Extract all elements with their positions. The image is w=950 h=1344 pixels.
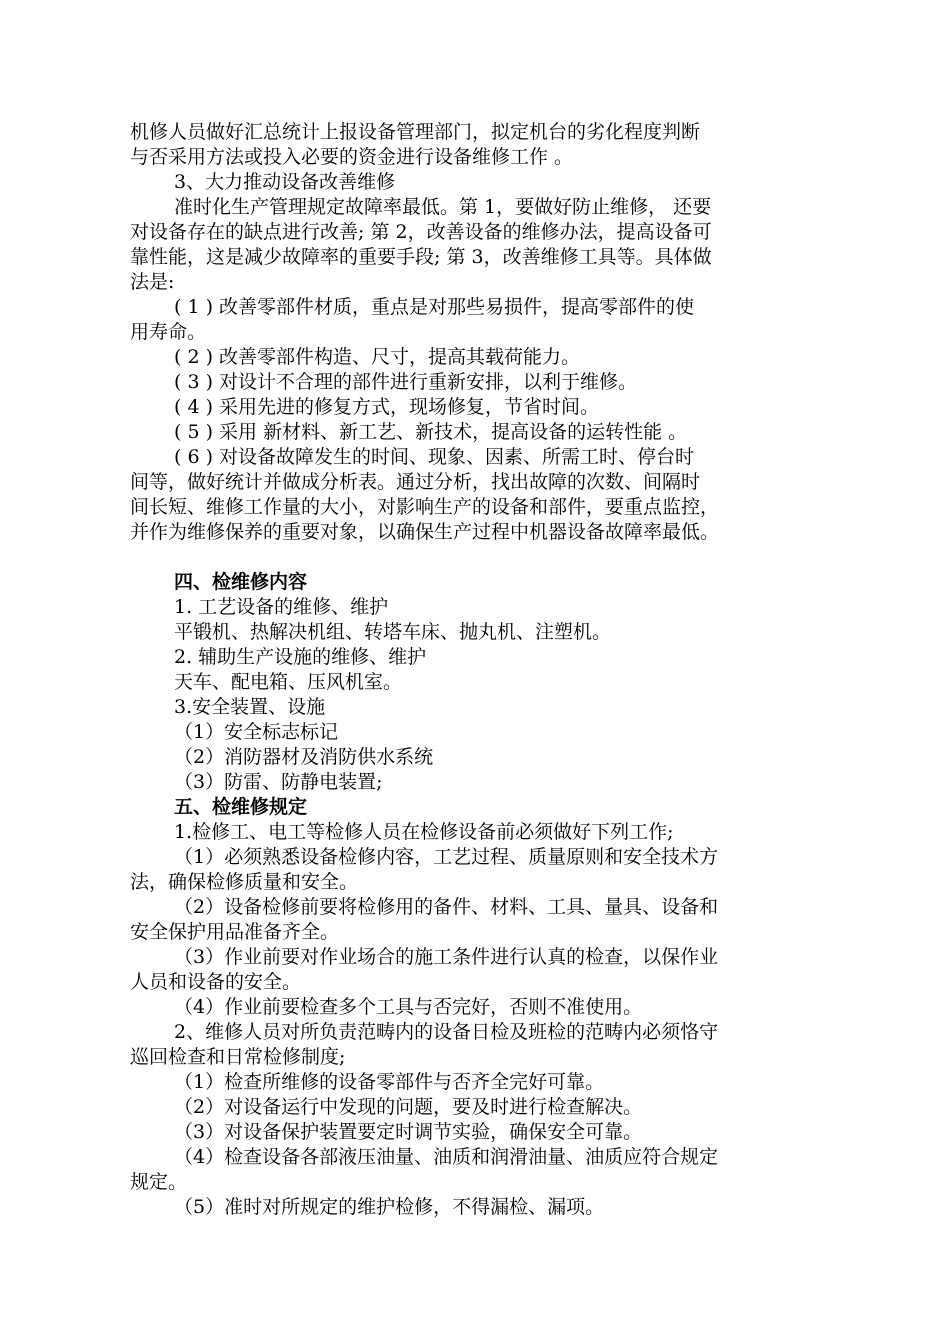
text-line: 法是:: [130, 271, 175, 293]
text-line: 法，确保检修质量和安全。: [130, 871, 359, 893]
text-line: 对设备存在的缺点进行改善; 第 2，改善设备的维修办法，提高设备可: [130, 221, 712, 243]
list-item: （1）必须熟悉设备检修内容，工艺过程、质量原则和安全技术方: [174, 846, 719, 868]
list-item: （2）消防器材及消防供水系统: [174, 746, 434, 768]
text-line: 间等，做好统计并做成分析表。通过分析，找出故障的次数、间隔时: [130, 471, 701, 493]
section-heading: 五、检维修规定: [174, 796, 308, 818]
list-item: （4）检查设备各部液压油量、油质和润滑油量、油质应符合规定: [174, 1146, 719, 1168]
text-line: 安全保护用品准备齐全。: [130, 921, 340, 943]
text-line: 天车、配电箱、压风机室。: [174, 671, 403, 693]
text-line: 平锻机、热解决机组、转塔车床、抛丸机、注塑机。: [174, 621, 612, 643]
text-line: 靠性能，这是减少故障率的重要手段; 第 3，改善维修工具等。具体做: [130, 246, 712, 268]
text-line: 2. 辅助生产设施的维修、维护: [174, 646, 427, 668]
text-line: 1.检修工、电工等检修人员在检修设备前必须做好下列工作;: [174, 821, 674, 843]
list-item: （3）对设备保护装置要定时调节实验，确保安全可靠。: [174, 1121, 643, 1143]
list-item: ( 3 ) 对设计不合理的部件进行重新安排，以利于维修。: [174, 371, 638, 393]
text-line: 1. 工艺设备的维修、维护: [174, 596, 389, 618]
list-item: （4）作业前要检查多个工具与否完好，否则不准使用。: [174, 996, 643, 1018]
list-item: （1）安全标志标记: [174, 721, 339, 743]
section-heading: 四、检维修内容: [174, 571, 308, 593]
text-line: 并作为维修保养的重要对象，以确保生产过程中机器设备故障率最低。: [130, 521, 720, 543]
list-item: （2）对设备运行中发现的问题，要及时进行检查解决。: [174, 1096, 643, 1118]
list-item: （5）准时对所规定的维护检修，不得漏检、漏项。: [174, 1196, 605, 1218]
list-item: （1）检查所维修的设备零部件与否齐全完好可靠。: [174, 1071, 605, 1093]
text-line: 3.安全装置、设施: [174, 696, 326, 718]
list-item: ( 4 ) 采用先进的修复方式，现场修复，节省时间。: [174, 396, 600, 418]
text-line: 2、维修人员对所负责范畴内的设备日检及班检的范畴内必须恪守: [174, 1021, 719, 1043]
list-item: （2）设备检修前要将检修用的备件、材料、工具、量具、设备和: [174, 896, 719, 918]
list-item: （3）防雷、防静电装置;: [174, 771, 383, 793]
list-item: ( 2 ) 改善零部件构造、尺寸，提高其载荷能力。: [174, 346, 581, 368]
text-line: 人员和设备的安全。: [130, 971, 302, 993]
paragraph-gap: [130, 545, 820, 570]
text-line: 间长短、维修工作量的大小，对影响生产的设备和部件，要重点监控，: [130, 496, 720, 518]
list-item: ( 5 ) 采用 新材料、新工艺、新技术，提高设备的运转性能 。: [174, 421, 688, 443]
list-item: ( 6 ) 对设备故障发生的时间、现象、因素、所需工时、停台时: [174, 446, 695, 468]
list-item: （3）作业前要对作业场合的施工条件进行认真的检查，以保作业: [174, 946, 719, 968]
text-line: 机修人员做好汇总统计上报设备管理部门，拟定机台的劣化程度判断: [130, 121, 701, 143]
section-subheading: 3、大力推动设备改善维修: [174, 171, 396, 193]
text-line: 规定。: [130, 1171, 188, 1193]
text-line: 准时化生产管理规定故障率最低。第 1，要做好防止维修， 还要: [174, 196, 712, 218]
text-line: 与否采用方法或投入必要的资金进行设备维修工作 。: [130, 146, 574, 168]
list-item: ( 1 ) 改善零部件材质，重点是对那些易损件，提高零部件的使: [174, 296, 695, 318]
text-line: 用寿命。: [130, 321, 207, 343]
document-body: [130, 120, 820, 1220]
text-line: 巡回检查和日常检修制度;: [130, 1046, 346, 1068]
